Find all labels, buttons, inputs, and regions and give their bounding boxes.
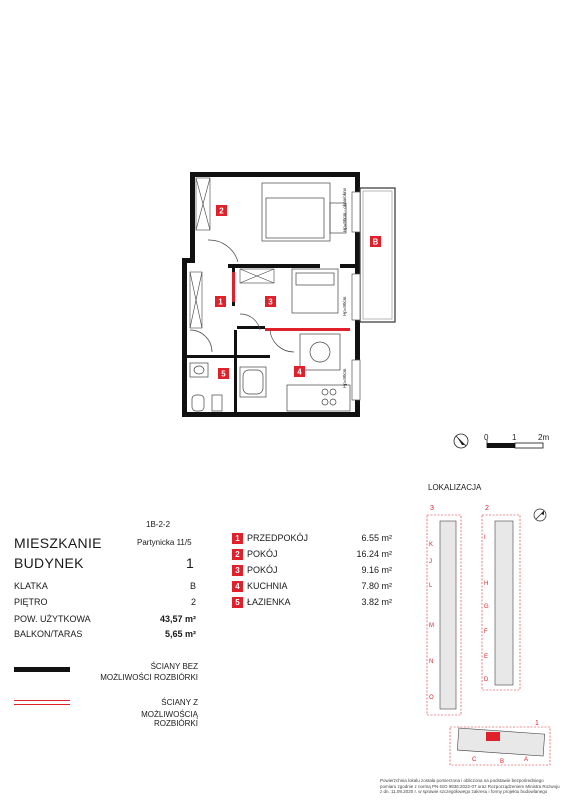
legend-removable-wall-line2: MOŻLIWOŚCIĄ ROZBIÓRKI xyxy=(141,710,198,728)
stair-e: E xyxy=(484,654,489,660)
room-badge-4: 4 xyxy=(297,367,302,377)
detail-value: B xyxy=(189,581,196,591)
scale-label-2: 2m xyxy=(538,433,550,442)
building-value: 1 xyxy=(186,555,195,571)
building-number-1: 1 xyxy=(535,720,539,727)
room-area: 3.82 m² xyxy=(361,597,392,607)
room-area: 7.80 m² xyxy=(361,581,392,591)
detail-row-floor xyxy=(14,597,196,611)
stair-b: B xyxy=(500,759,505,765)
room-badge-5: 5 xyxy=(221,369,226,379)
location-map xyxy=(400,495,570,770)
building-number-2: 2 xyxy=(485,505,489,512)
room-badge-3: 3 xyxy=(268,297,273,307)
room-row xyxy=(232,564,392,580)
room-number: 1 xyxy=(232,533,243,544)
room-area: 16.24 m² xyxy=(356,549,392,559)
stair-g: G xyxy=(484,604,489,610)
scale-label-0: 0 xyxy=(484,433,489,442)
room-area: 9.16 m² xyxy=(361,565,392,575)
room-row xyxy=(232,548,392,564)
detail-row-usable-area xyxy=(14,614,196,628)
detail-label: BALKON/TARAS xyxy=(14,629,83,639)
detail-row-staircase xyxy=(14,581,196,595)
room-number: 5 xyxy=(232,597,243,608)
room-number: 4 xyxy=(232,581,243,592)
room-row xyxy=(232,532,392,548)
legend-fixed-wall-line2: MOŻLIWOŚCI ROZBIÓRKI xyxy=(100,673,198,682)
stair-a: A xyxy=(524,757,529,763)
room-name: POKÓJ xyxy=(247,565,278,575)
room-badge-2: 2 xyxy=(219,206,224,216)
stair-o: O xyxy=(429,695,434,701)
room-badge-1: 1 xyxy=(218,297,223,307)
room-name: PRZEDPOKÓJ xyxy=(247,533,309,543)
unit-code: 1B-2-2 xyxy=(146,520,171,529)
apartment-title: MIESZKANIE xyxy=(14,535,102,551)
scale-label-1: 1 xyxy=(512,433,517,442)
stair-i: I xyxy=(484,535,486,541)
stair-d: D xyxy=(484,677,489,683)
legend-removable-wall-swatch xyxy=(14,700,70,705)
stair-l: L xyxy=(429,583,433,589)
legend-fixed-wall-swatch xyxy=(14,667,70,672)
room-name: POKÓJ xyxy=(247,549,278,559)
room-row xyxy=(232,596,392,612)
building-number-3: 3 xyxy=(430,505,434,512)
legend-removable-wall-line1: ŚCIANY Z xyxy=(161,698,198,707)
stair-j-left: J xyxy=(429,559,432,565)
legend-fixed-wall-line1: ŚCIANY BEZ xyxy=(150,662,198,671)
balcony-badge: B xyxy=(372,237,379,247)
detail-label: POW. UŻYTKOWA xyxy=(14,614,91,624)
building-title: BUDYNEK xyxy=(14,555,84,571)
stair-c: C xyxy=(472,757,477,763)
room-name: ŁAZIENKA xyxy=(247,597,291,607)
stair-f: F xyxy=(484,629,488,635)
window-annotation-1: Hp=90cm - okna/okno xyxy=(342,187,347,232)
room-name: KUCHNIA xyxy=(247,581,288,591)
stair-n: N xyxy=(429,659,434,665)
footnote: Powierzchnia lokalu została pomierzona i obliczona na podstawie bezpośredniego pomiaru zgodnie z normą PN-ISO 9836:2022-07 oraz Rozporządzeniem Ministra Rozwoju z dn. 11.09.2020 r. w sprawie szczegółowego zakresu i formy projektu budowlanego xyxy=(380,778,560,794)
unit-address: Partynicka 11/5 xyxy=(137,538,192,547)
room-number: 2 xyxy=(232,549,243,560)
room-number: 3 xyxy=(232,565,243,576)
window-annotation-3: Hp=90cm xyxy=(342,368,347,388)
detail-label: KLATKA xyxy=(14,581,48,591)
detail-label: PIĘTRO xyxy=(14,597,48,607)
detail-value: 43,57 m² xyxy=(159,614,196,624)
window-annotation-2: Hp=90cm xyxy=(342,296,347,316)
stair-m: M xyxy=(429,623,434,629)
location-compass-icon xyxy=(534,509,546,521)
room-area: 6.55 m² xyxy=(361,533,392,543)
detail-value: 2 xyxy=(190,597,196,607)
room-row xyxy=(232,580,392,596)
detail-row-balcony xyxy=(14,629,196,643)
stair-k: K xyxy=(429,542,434,548)
compass-icon xyxy=(454,434,468,448)
location-title: LOKALIZACJA xyxy=(428,483,482,492)
stair-h: H xyxy=(484,581,489,587)
detail-value: 5,65 m² xyxy=(164,629,196,639)
